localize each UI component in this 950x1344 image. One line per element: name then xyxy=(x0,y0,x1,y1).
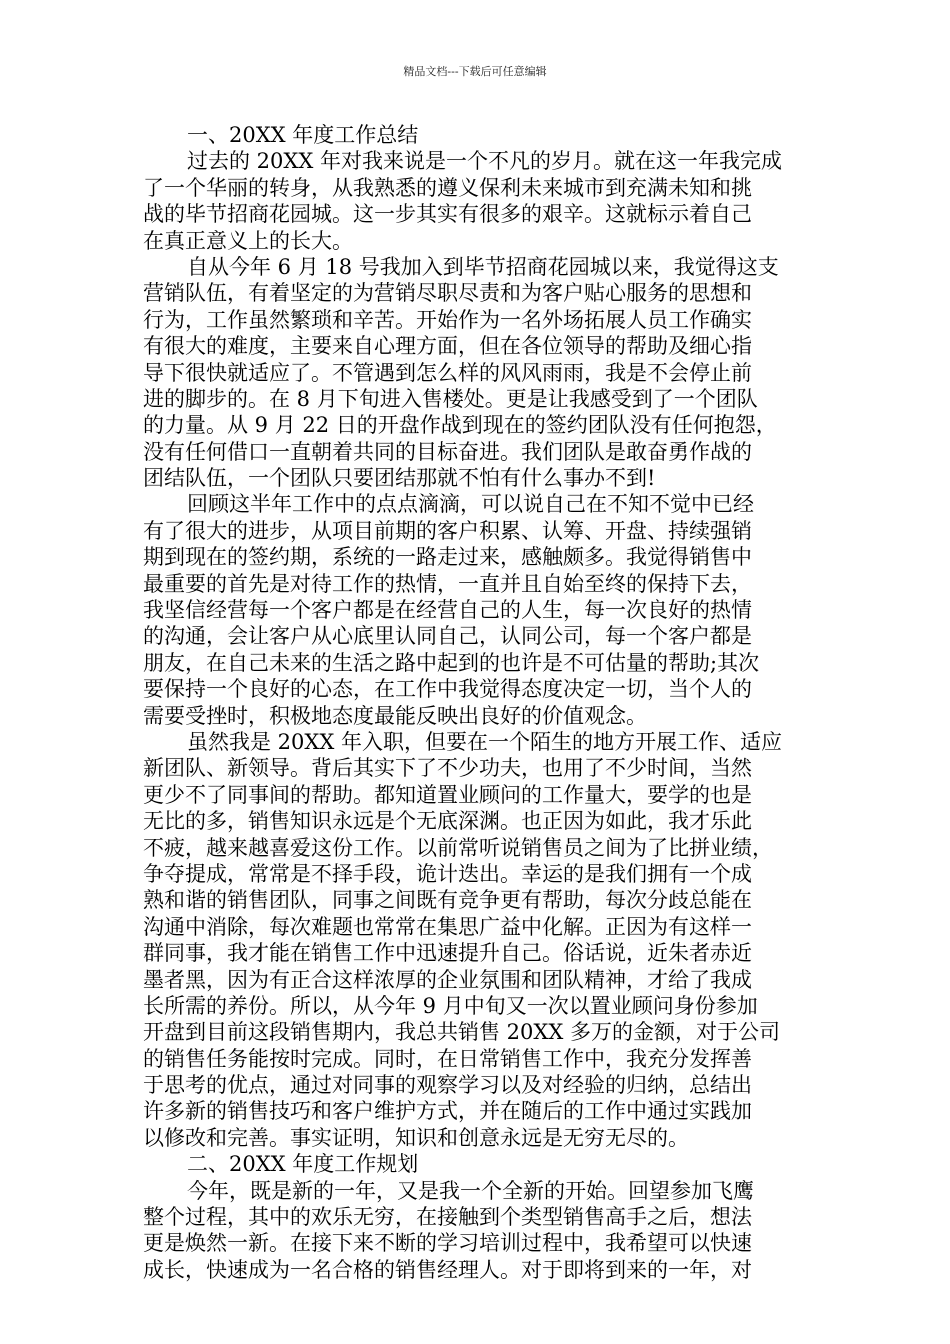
text-line: 营销队伍，有着坚定的为营销尽职尽责和为客户贴心服务的思想和 xyxy=(143,281,752,306)
text-line: 二、20XX 年度工作规划 xyxy=(187,1152,419,1177)
text-line: 战的毕节招商花园城。这一步其实有很多的艰辛。这就标示着自己 xyxy=(143,202,752,227)
text-line: 更是焕然一新。在接下来不断的学习培训过程中，我希望可以快速 xyxy=(143,1231,752,1256)
text-line: 新团队、新领导。背后其实下了不少功夫，也用了不少时间，当然 xyxy=(143,756,752,781)
text-line: 团结队伍，一个团队只要团结那就不怕有什么事办不到! xyxy=(143,466,656,491)
text-line: 墨者黑，因为有正合这样浓厚的企业氛围和团队精神，才给了我成 xyxy=(143,967,752,992)
document-body xyxy=(143,122,813,1283)
text-line: 熟和谐的销售团队，同事之间既有竞争更有帮助，每次分歧总能在 xyxy=(143,888,752,913)
text-line: 成长，快速成为一名合格的销售经理人。对于即将到来的一年，对 xyxy=(143,1257,752,1282)
text-line: 争夺提成，常常是不择手段，诡计迭出。幸运的是我们拥有一个成 xyxy=(143,861,752,886)
text-line: 于思考的优点，通过对同事的观察学习以及对经验的归纳，总结出 xyxy=(143,1073,752,1098)
text-line: 虽然我是 20XX 年入职，但要在一个陌生的地方开展工作、适应 xyxy=(187,729,782,754)
text-line: 导下很快就适应了。不管遇到怎么样的风风雨雨，我是不会停止前 xyxy=(143,360,752,385)
text-line: 沟通中消除，每次难题也常常在集思广益中化解。正因为有这样一 xyxy=(143,914,752,939)
text-line: 以修改和完善。事实证明，知识和创意永远是无穷无尽的。 xyxy=(143,1125,689,1150)
text-line: 要保持一个良好的心态，在工作中我觉得态度决定一切，当个人的 xyxy=(143,677,752,702)
text-line: 行为，工作虽然繁琐和辛苦。开始作为一名外场拓展人员工作确实 xyxy=(143,307,752,332)
text-line: 的沟通，会让客户从心底里认同自己，认同公司，每一个客户都是 xyxy=(143,624,752,649)
text-line: 的力量。从 9 月 22 日的开盘作战到现在的签约团队没有任何抱怨， xyxy=(143,413,777,438)
text-line: 群同事，我才能在销售工作中迅速提升自己。俗话说，近朱者赤近 xyxy=(143,941,752,966)
text-line: 期到现在的签约期，系统的一路走过来，感触颇多。我觉得销售中 xyxy=(143,545,752,570)
text-line: 回顾这半年工作中的点点滴滴，可以说自己在不知不觉中已经 xyxy=(187,492,754,517)
text-line: 朋友，在自己未来的生活之路中起到的也许是不可估量的帮助;其次 xyxy=(143,650,760,675)
text-line: 许多新的销售技巧和客户维护方式，并在随后的工作中通过实践加 xyxy=(143,1099,752,1124)
text-line: 有了很大的进步，从项目前期的客户积累、认筹、开盘、持续强销 xyxy=(143,518,752,543)
text-line: 有很大的难度，主要来自心理方面，但在各位领导的帮助及细心指 xyxy=(143,334,752,359)
text-line: 的销售任务能按时完成。同时，在日常销售工作中，我充分发挥善 xyxy=(143,1046,752,1071)
text-line: 不疲，越来越喜爱这份工作。以前常听说销售员之间为了比拼业绩， xyxy=(143,835,773,860)
text-line: 我坚信经营每一个客户都是在经营自己的人生，每一次良好的热情 xyxy=(143,598,752,623)
text-line: 自从今年 6 月 18 号我加入到毕节招商花园城以来，我觉得这支 xyxy=(187,254,779,279)
text-line: 整个过程，其中的欢乐无穷，在接触到个类型销售高手之后，想法 xyxy=(143,1205,752,1230)
text-line: 长所需的养份。所以，从今年 9 月中旬又一次以置业顾问身份参加 xyxy=(143,993,758,1018)
text-line: 没有任何借口一直朝着共同的目标奋进。我们团队是敢奋勇作战的 xyxy=(143,439,752,464)
text-line: 开盘到目前这段销售期内，我总共销售 20XX 多万的金额，对于公司 xyxy=(143,1020,780,1045)
text-line: 进的脚步的。在 8 月下旬进入售楼处。更是让我感受到了一个团队 xyxy=(143,386,758,411)
text-line: 无比的多，销售知识永远是个无底深渊。也正因为如此，我才乐此 xyxy=(143,809,752,834)
text-line: 今年，既是新的一年，又是我一个全新的开始。回望参加飞鹰 xyxy=(187,1178,754,1203)
text-line: 更少不了同事间的帮助。都知道置业顾问的工作量大，要学的也是 xyxy=(143,782,752,807)
text-line: 了一个华丽的转身，从我熟悉的遵义保利未来城市到充满未知和挑 xyxy=(143,175,752,200)
text-line: 需要受挫时，积极地态度最能反映出良好的价值观念。 xyxy=(143,703,647,728)
text-line: 在真正意义上的长大。 xyxy=(143,228,353,253)
text-line: 一、20XX 年度工作总结 xyxy=(187,123,419,147)
text-line: 过去的 20XX 年对我来说是一个不凡的岁月。就在这一年我完成 xyxy=(187,149,782,174)
text-line: 最重要的首先是对待工作的热情，一直并且自始至终的保持下去， xyxy=(143,571,752,596)
page-header: 精品文档---下载后可任意编辑 xyxy=(403,65,547,78)
